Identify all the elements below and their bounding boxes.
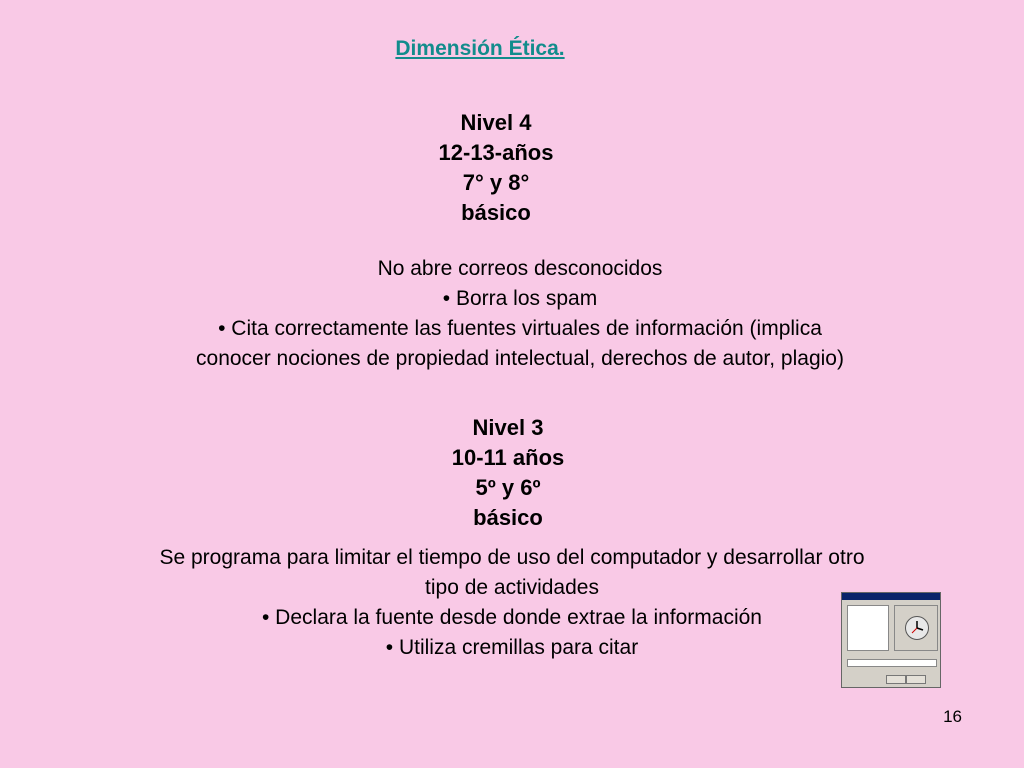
level4-heading-line: básico — [461, 200, 531, 225]
level4-description — [0, 254, 1024, 374]
level4-text-line: conocer nociones de propiedad intelectual, derechos de autor, plagio) — [196, 347, 844, 370]
level3-text-line: • Declara la fuente desde donde extrae la información — [262, 606, 762, 629]
level4-heading-line: Nivel 4 — [460, 110, 532, 135]
slide-title[interactable]: Dimensión Ética. — [395, 37, 565, 60]
level3-heading-line: básico — [473, 505, 543, 530]
level3-heading-line: Nivel 3 — [472, 415, 544, 440]
level4-heading-line: 12-13-años — [438, 140, 554, 165]
level4-heading-line: 7° y 8° — [462, 170, 530, 195]
timezone-select — [847, 659, 937, 667]
clock-icon — [905, 616, 929, 640]
level3-heading-line: 5º y 6º — [475, 475, 541, 500]
date-time-dialog-thumbnail — [841, 592, 941, 688]
level4-text-line: No abre correos desconocidos — [377, 257, 663, 280]
dialog-titlebar — [842, 593, 940, 600]
level4-heading — [0, 108, 992, 228]
clock-panel — [894, 605, 938, 651]
page-number: 16 — [943, 707, 962, 726]
level4-text-line: • Cita correctamente las fuentes virtuales de información (implica — [218, 317, 822, 340]
level3-text-line: • Utiliza cremillas para citar — [385, 636, 639, 659]
level3-heading — [0, 413, 1016, 533]
calendar-icon — [847, 605, 889, 651]
level3-text-line: tipo de actividades — [425, 576, 599, 599]
level3-text-line: Se programa para limitar el tiempo de uso del computador y desarrollar otro — [159, 546, 865, 569]
level4-text-line: • Borra los spam — [442, 287, 598, 310]
dialog-cancel-button — [906, 675, 926, 684]
dialog-ok-button — [886, 675, 906, 684]
level3-heading-line: 10-11 años — [451, 445, 565, 470]
